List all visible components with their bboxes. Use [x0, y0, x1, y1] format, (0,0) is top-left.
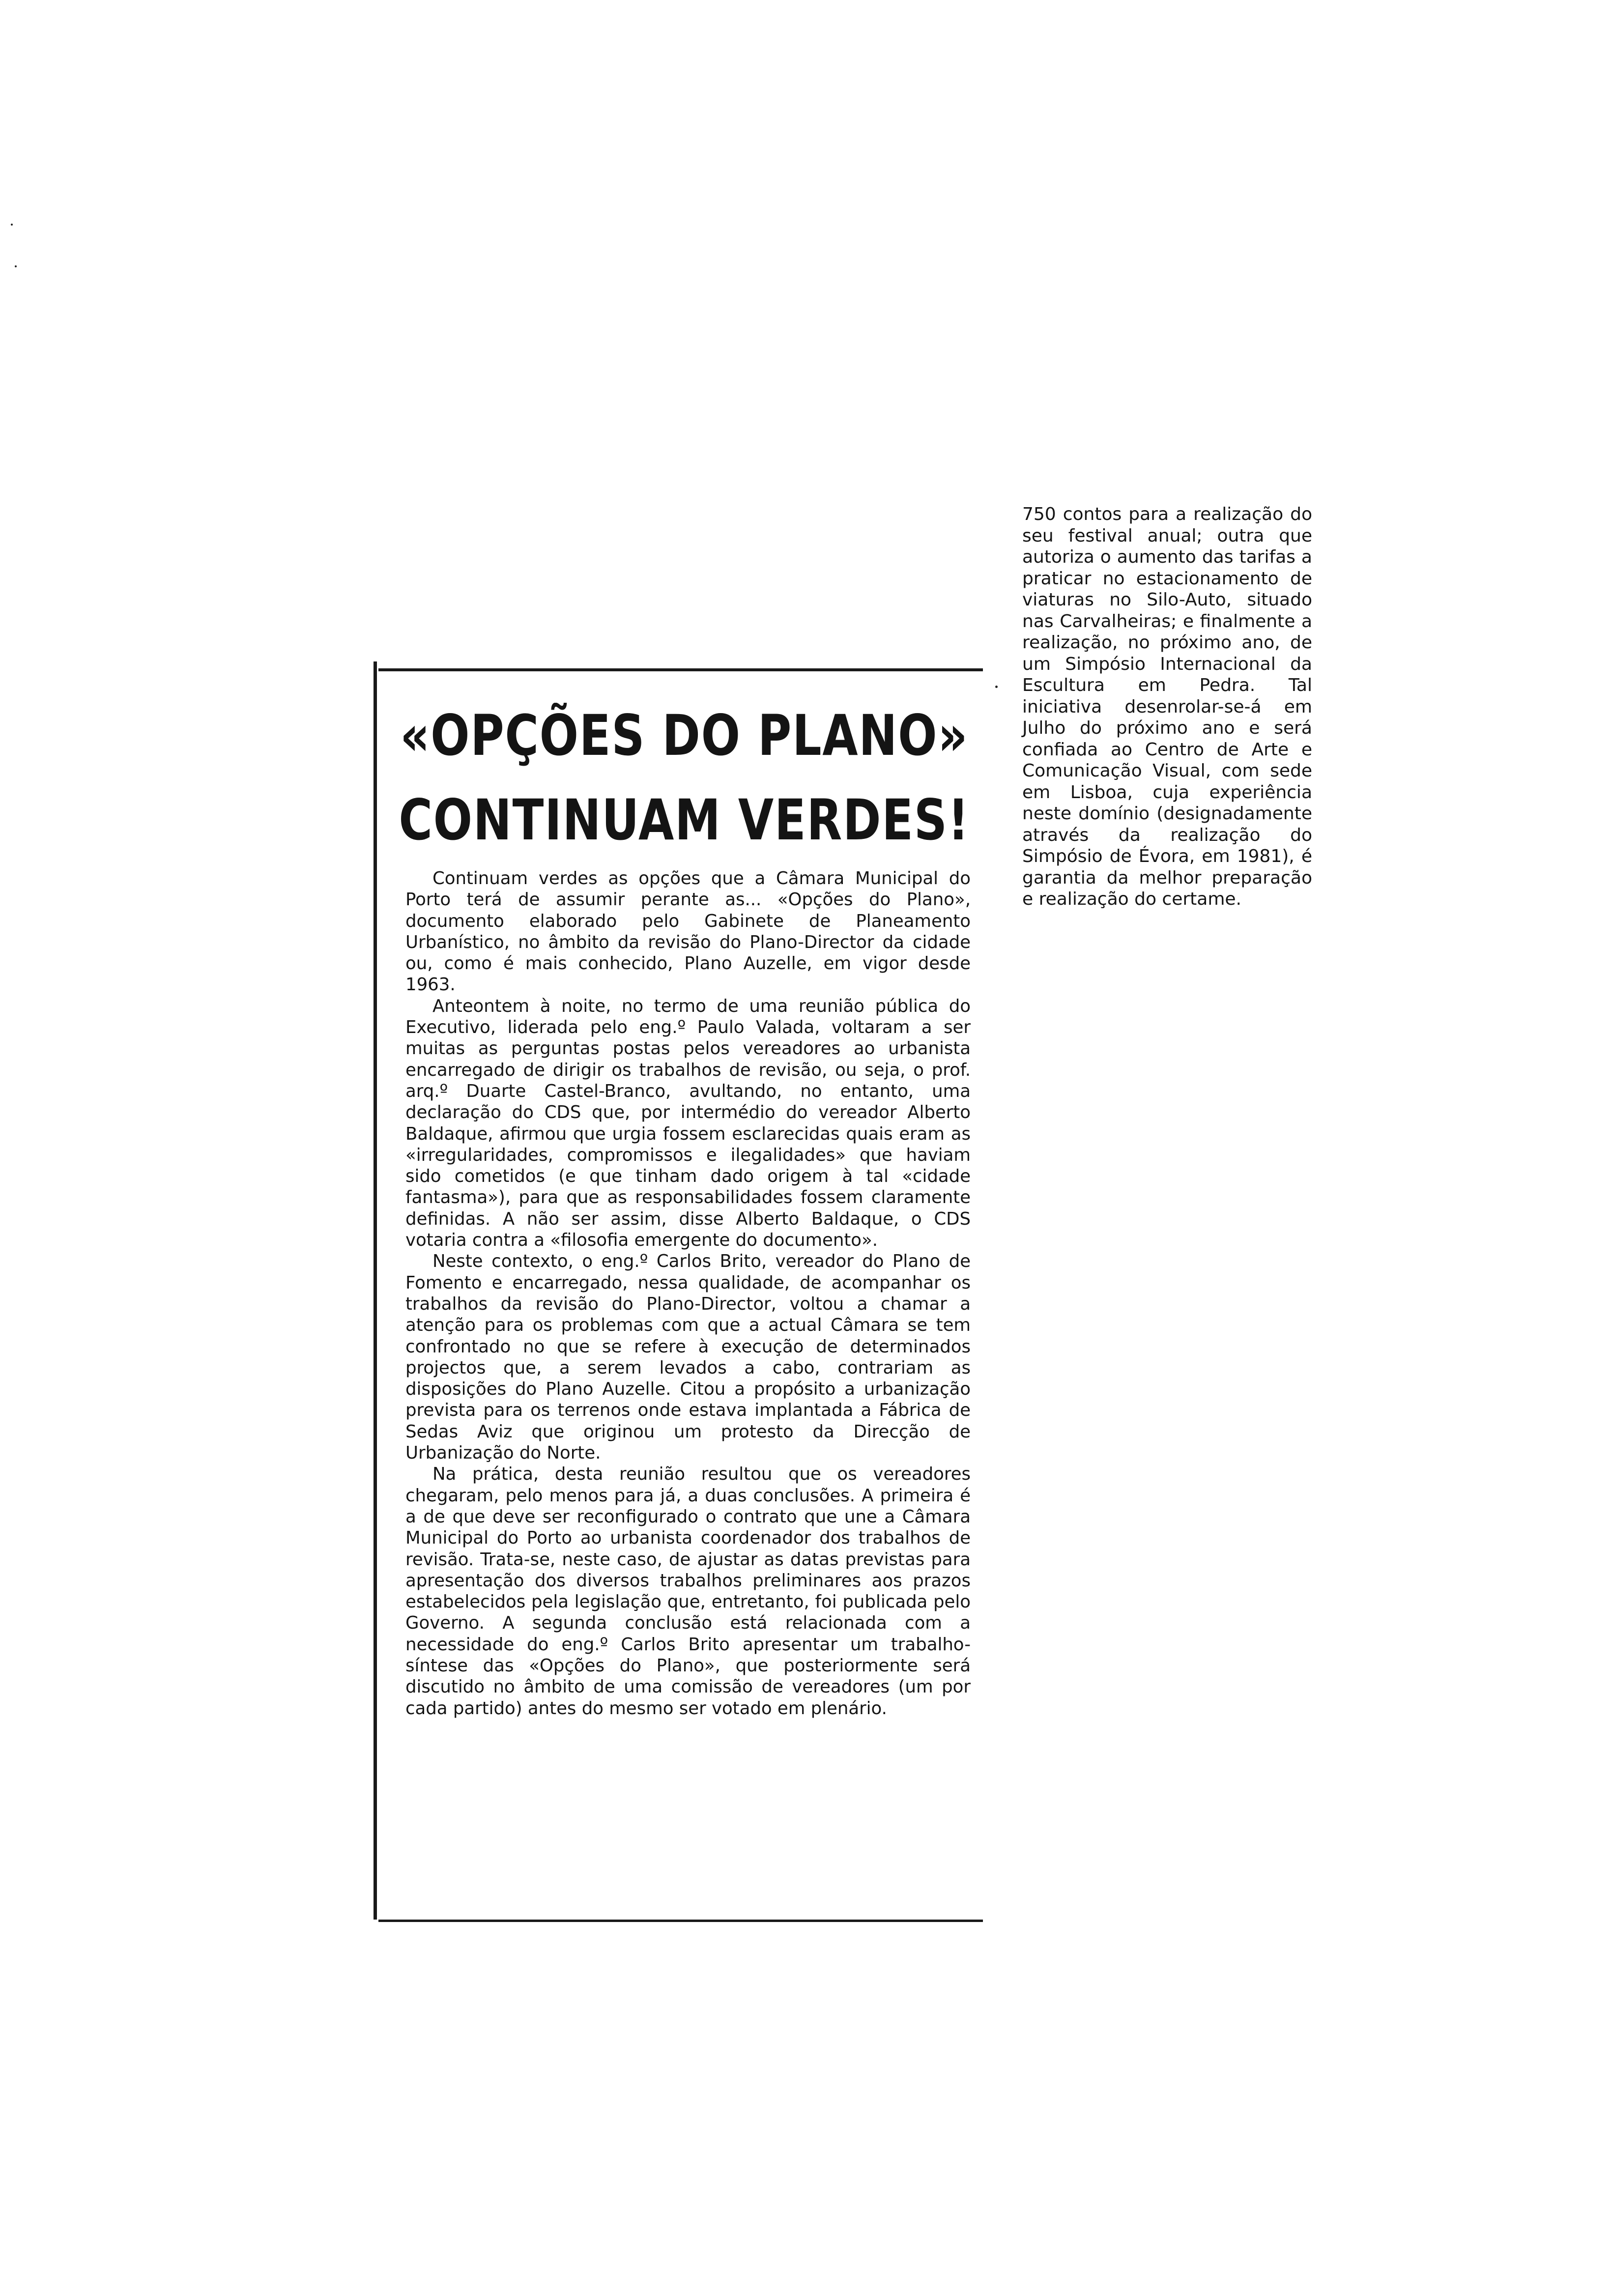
article-clipping [378, 668, 983, 1922]
article-body [405, 868, 971, 1719]
scan-speck [995, 686, 998, 688]
scan-speck [15, 265, 17, 267]
headline-line-1: «OPÇÕES DO PLANO» [400, 703, 969, 768]
side-column-fragment [1022, 504, 1312, 910]
article-paragraph-2: Anteontem à noite, no termo de uma reunião pública do Executivo, liderada pelo eng.º Paulo Valada, voltaram a ser muitas as perguntas postas pelos vereadores ao urbanista encarregado de dirigir os trabalhos de revisão, ou seja, o prof. arq.º Duarte Castel-Branco, avultando, no entanto, uma declaração do CDS que, por intermédio do vereador Alberto Baldaque, afirmou que urgia fossem esclarecidas quais eram as «irregularidades, compromissos e ilegalidades» que haviam sido cometidos (e que tinham dado origem à tal «cidade fantasma»), para que as responsabilidades fossem claramente definidas. A não ser assim, disse Alberto Baldaque, o CDS votaria contra a «filosofia emergente do documento». [405, 996, 971, 1251]
clipping-left-border [374, 661, 377, 1920]
article-headline [398, 693, 970, 862]
article-paragraph-3: Neste contexto, o eng.º Carlos Brito, vereador do Plano de Fomento e encarregado, nessa qualidade, de acompanhar os trabalhos da revisão do Plano-Director, voltou a chamar a atenção para os problemas com que a actual Câmara se tem confrontado no que se refere à execução de determinados projectos que, a serem levados a cabo, contrariam as disposições do Plano Auzelle. Citou a propósito a urbanização prevista para os terrenos onde estava implantada a Fábrica de Sedas Aviz que originou um protesto da Direcção de Urbanização do Norte. [405, 1251, 971, 1464]
article-paragraph-1: Continuam verdes as opções que a Câmara Municipal do Porto terá de assumir perante as... «Opções do Plano», documento elaborado pelo Gabinete de Planeamento Urbanístico, no âmbito da revisão do Plano-Director da cidade ou, como é mais conhecido, Plano Auzelle, em vigor desde 1963. [405, 868, 971, 995]
side-column-text: 750 contos para a realização do seu festival anual; outra que autoriza o aumento das tarifas a praticar no estacionamento de viaturas no Silo-Auto, situado nas Carvalheiras; e finalmente a realização, no próximo ano, de um Simpósio Internacional da Escultura em Pedra. Tal iniciativa desenrolar-se-á em Julho do próximo ano e será confiada ao Centro de Arte e Comunicação Visual, com sede em Lisboa, cuja experiência neste domínio (designadamente através da realização do Simpósio de Évora, em 1981), é garantia da melhor preparação e realização do certame. [1022, 504, 1312, 909]
scan-speck [11, 224, 13, 226]
article-paragraph-4: Na prática, desta reunião resultou que os vereadores chegaram, pelo menos para já, a duas conclusões. A primeira é a de que deve ser reconfigurado o contrato que une a Câmara Municipal do Porto ao urbanista coordenador dos trabalhos de revisão. Trata-se, neste caso, de ajustar as datas previstas para apresentação dos diversos trabalhos preliminares aos prazos estabelecidos pela legislação que, entretanto, foi publicada pelo Governo. A segunda conclusão está relacionada com a necessidade do eng.º Carlos Brito apresentar um trabalho-síntese das «Opções do Plano», que posteriormente será discutido no âmbito de uma comissão de vereadores (um por cada partido) antes do mesmo ser votado em plenário. [405, 1464, 971, 1719]
headline-line-2: CONTINUAM VERDES! [399, 787, 970, 853]
